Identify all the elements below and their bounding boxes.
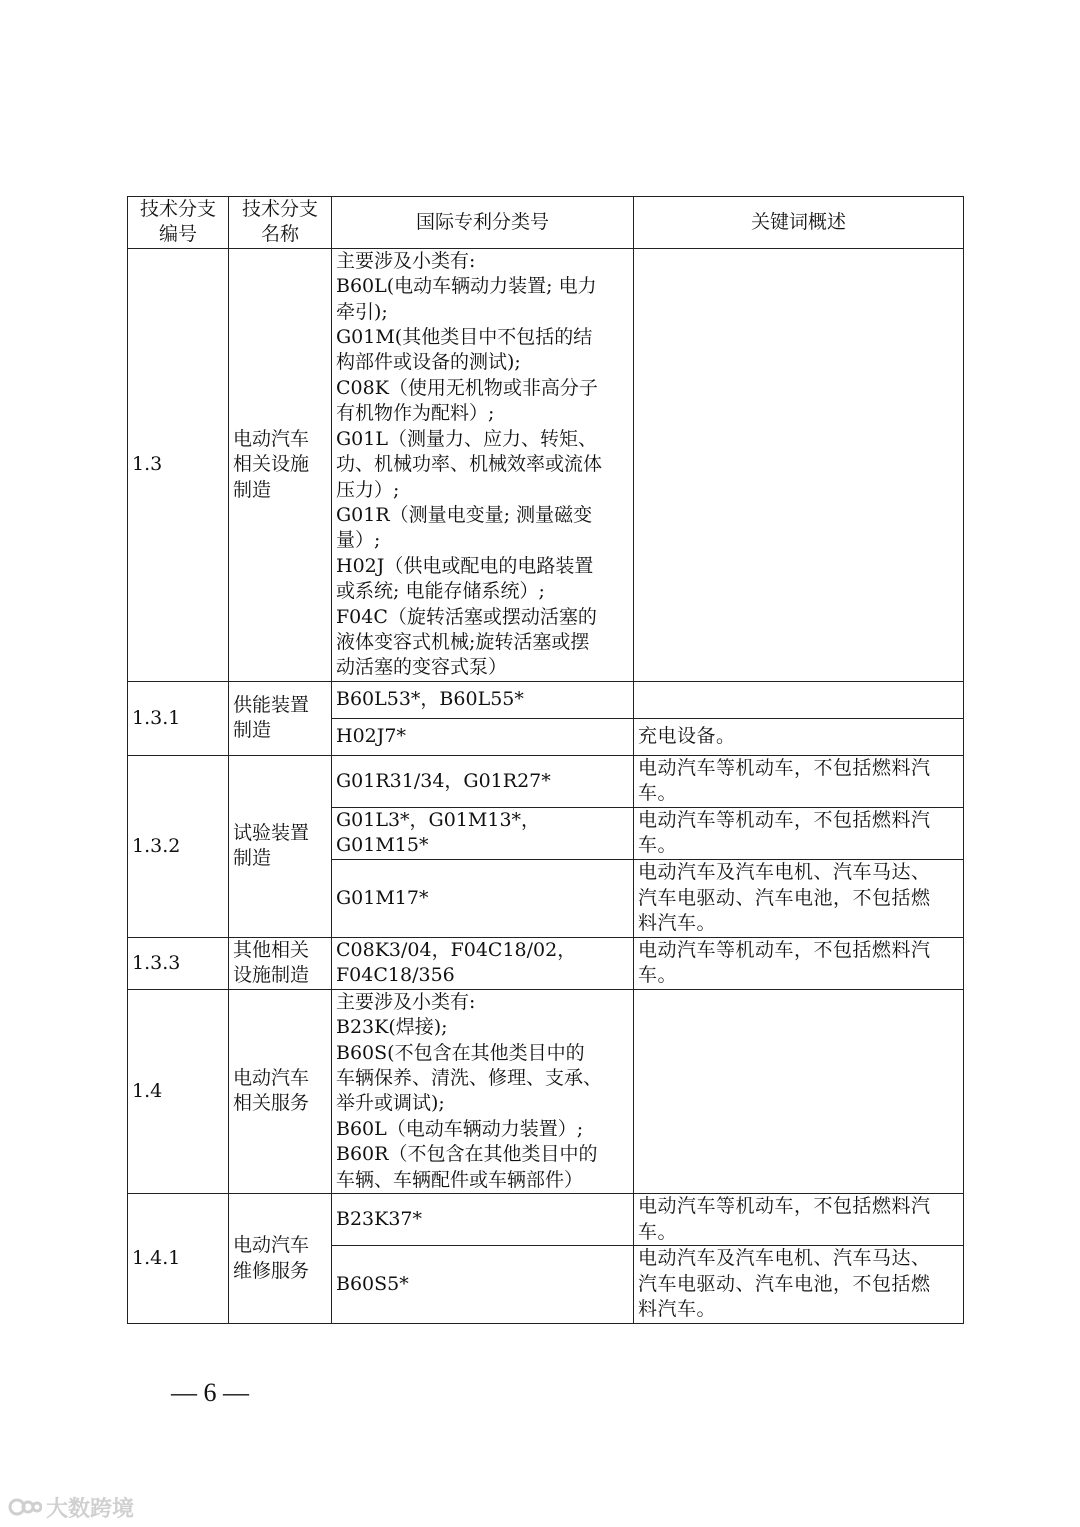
ipc-cell: B60L53*，B60L55* <box>332 681 634 718</box>
branch-code: 1.3 <box>128 248 229 681</box>
header-ipc: 国际专利分类号 <box>332 197 634 249</box>
header-keywords: 关键词概述 <box>634 197 964 249</box>
watermark-text: 大数跨境 <box>46 1496 135 1522</box>
table-row <box>128 681 964 718</box>
ipc-classification-table <box>127 196 964 1324</box>
keyword-cell <box>634 681 964 718</box>
branch-name: 电动汽车 维修服务 <box>229 1194 332 1324</box>
branch-name: 供能装置 制造 <box>229 681 332 755</box>
branch-name: 其他相关 设施制造 <box>229 937 332 989</box>
table-row <box>128 1194 964 1246</box>
branch-code: 1.3.1 <box>128 681 229 755</box>
branch-name: 试验装置 制造 <box>229 755 332 937</box>
keyword-cell: 电动汽车及汽车电机、汽车马达、 汽车电驱动、汽车电池，不包括燃 料汽车。 <box>634 1246 964 1324</box>
ipc-cell: G01R31/34，G01R27* <box>332 755 634 807</box>
keyword-cell <box>634 248 964 681</box>
ipc-cell: G01L3*，G01M13*，G01M15* <box>332 807 634 859</box>
branch-code: 1.3.3 <box>128 937 229 989</box>
ipc-cell: B60S5* <box>332 1246 634 1324</box>
table-header-row <box>128 197 964 249</box>
header-branch-code: 技术分支 编号 <box>128 197 229 249</box>
ipc-cell: B23K37* <box>332 1194 634 1246</box>
keyword-cell: 充电设备。 <box>634 718 964 755</box>
watermark-logo-icon <box>8 1496 42 1518</box>
ipc-cell: C08K3/04，F04C18/02， F04C18/356 <box>332 937 634 989</box>
table-row <box>128 248 964 681</box>
ipc-cell: 主要涉及小类有: B23K(焊接); B60S(不包含在其他类目中的 车辆保养、清洗、修理、支承、 举升或调试); B60L（电动车辆动力装置）; B60R（不包含在其他类目中的 车辆、车辆配件或车辆部件） <box>332 989 634 1193</box>
header-branch-name: 技术分支 名称 <box>229 197 332 249</box>
ipc-cell: H02J7* <box>332 718 634 755</box>
keyword-cell <box>634 989 964 1193</box>
ipc-cell: 主要涉及小类有: B60L(电动车辆动力装置; 电力 牵引); G01M(其他类目中不包括的结 构部件或设备的测试); C08K（使用无机物或非高分子 有机物作为配料）; G01L（测量力、应力、转矩、 功、机械功率、机械效率或流体 压力）; G01R（测量电变量; 测量磁变 量）; H02J（供电或配电的电路装置 或系统; 电能存储系统）; F04C（旋转活塞或摆动活塞的 液体变容式机械;旋转活塞或摆 动活塞的变容式泵） <box>332 248 634 681</box>
branch-code: 1.4 <box>128 989 229 1193</box>
watermark <box>8 1492 134 1522</box>
keyword-cell: 电动汽车等机动车，不包括燃料汽 车。 <box>634 755 964 807</box>
table-row <box>128 755 964 807</box>
branch-code: 1.4.1 <box>128 1194 229 1324</box>
branch-name: 电动汽车 相关设施 制造 <box>229 248 332 681</box>
table-row <box>128 937 964 989</box>
branch-code: 1.3.2 <box>128 755 229 937</box>
ipc-cell: G01M17* <box>332 859 634 937</box>
page-number: — 6 — <box>171 1378 249 1407</box>
keyword-cell: 电动汽车等机动车，不包括燃料汽 车。 <box>634 937 964 989</box>
keyword-cell: 电动汽车及汽车电机、汽车马达、 汽车电驱动、汽车电池，不包括燃 料汽车。 <box>634 859 964 937</box>
keyword-cell: 电动汽车等机动车，不包括燃料汽 车。 <box>634 1194 964 1246</box>
branch-name: 电动汽车 相关服务 <box>229 989 332 1193</box>
keyword-cell: 电动汽车等机动车，不包括燃料汽 车。 <box>634 807 964 859</box>
table-row <box>128 989 964 1193</box>
